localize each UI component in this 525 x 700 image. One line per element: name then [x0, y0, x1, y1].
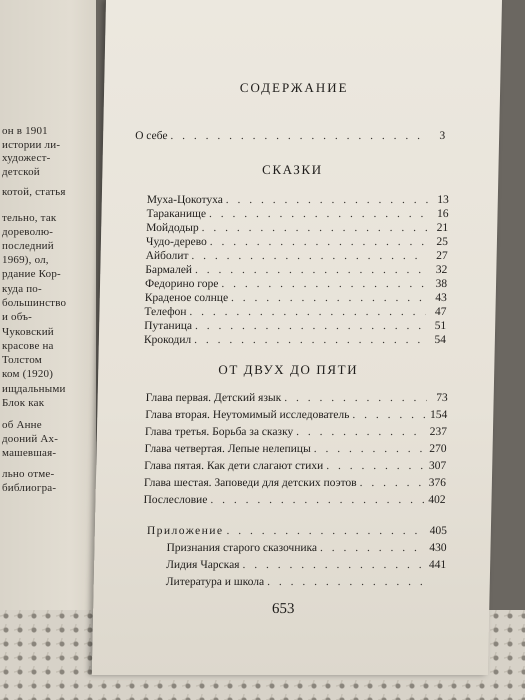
toc-row [144, 476, 446, 490]
toc-row [145, 263, 447, 277]
toc-label: Глава первая. Детский язык [145, 392, 282, 404]
toc-row [147, 193, 449, 207]
toc-label: Литература и школа [165, 576, 265, 588]
toc-row [144, 459, 446, 473]
toc-row [166, 575, 446, 589]
left-page-text: библиогра- [2, 482, 57, 494]
page-number: 653 [271, 601, 295, 617]
section-heading: ОТ ДВУХ ДО ПЯТИ [218, 362, 359, 377]
leader-dots [320, 541, 426, 555]
left-page-text: тельно, так [2, 212, 57, 224]
leader-dots [226, 193, 428, 207]
toc-page: 27 [436, 250, 448, 262]
toc-page: 13 [437, 194, 449, 206]
toc-row [144, 333, 446, 347]
leader-dots [231, 291, 426, 305]
left-page-text: Толстом [2, 354, 42, 366]
toc-page: 405 [429, 525, 448, 537]
leader-dots [326, 459, 425, 473]
toc-label: Федорино горе [144, 278, 219, 290]
page-title: СОДЕРЖАНИЕ [239, 80, 349, 95]
toc-page: 237 [429, 426, 448, 438]
toc-page: 32 [435, 264, 448, 276]
leader-dots [226, 524, 426, 538]
toc-label: Краденое солнце [144, 292, 229, 304]
left-page-text: об Анне [2, 419, 42, 431]
toc-label: Путаница [144, 320, 193, 332]
left-page-text: красове на [2, 340, 54, 352]
left-page-text: последний [2, 240, 54, 252]
toc-label: Глава вторая. Неутомимый исследователь [145, 409, 350, 421]
toc-row [143, 493, 445, 507]
toc-row [144, 305, 446, 319]
toc-label: Мойдодыр [146, 222, 199, 234]
leader-dots [189, 305, 425, 319]
toc-label: Бармалей [145, 264, 193, 276]
toc-page: 16 [436, 208, 449, 220]
leader-dots [170, 129, 424, 143]
leader-dots [284, 391, 427, 405]
left-page-text: рдание Кор- [2, 268, 61, 280]
section-heading: Приложение [146, 525, 224, 537]
toc-row [145, 277, 447, 291]
toc-page: 441 [428, 559, 447, 571]
toc-page: 154 [429, 409, 448, 421]
toc-label: Лидия Чарская [166, 559, 240, 571]
left-page-text: художест- [2, 152, 51, 164]
toc-page: 430 [429, 542, 447, 554]
leader-dots [194, 333, 425, 347]
toc-row [135, 129, 445, 143]
toc-label: Глава пятая. Как дети слагают стихи [144, 460, 324, 472]
toc-page: 3 [439, 130, 446, 142]
toc-label: Глава четвертая. Лепые нелепицы [144, 443, 311, 455]
toc-label: Глава шестая. Заповеди для детских поэтов [143, 477, 357, 489]
left-page-text: куда по- [2, 283, 42, 295]
leader-dots [296, 425, 426, 439]
toc-row [166, 558, 446, 572]
toc-row [144, 442, 446, 456]
toc-label: Чудо-дерево [145, 236, 207, 248]
leader-dots [242, 558, 425, 572]
left-page-text: дореволю- [2, 226, 54, 238]
left-page-text: Блок как [2, 397, 45, 409]
leader-dots [267, 575, 425, 589]
leader-dots [202, 221, 428, 235]
left-page-text: машевшая- [2, 447, 57, 459]
toc-label: Телефон [144, 306, 187, 318]
toc-page: 43 [435, 292, 447, 304]
toc-row [144, 319, 446, 333]
toc-page: 21 [436, 222, 449, 234]
toc-label: Айболит [145, 250, 189, 262]
section-heading: СКАЗКИ [261, 162, 323, 177]
toc-page: 25 [436, 236, 449, 248]
left-page-text: большинство [2, 297, 67, 309]
toc-row [145, 291, 447, 305]
toc-label: О себе [135, 130, 168, 142]
toc-label: Глава третья. Борьба за сказку [144, 426, 294, 438]
leader-dots [210, 235, 427, 249]
leader-dots [352, 408, 426, 422]
toc-row [146, 235, 448, 249]
toc-label: Муха-Цокотуха [146, 194, 223, 206]
toc-row [146, 207, 448, 221]
toc-page: 54 [434, 334, 447, 346]
toc-page: 51 [434, 320, 447, 332]
leader-dots [359, 476, 425, 490]
leader-dots [210, 493, 424, 507]
toc-row [146, 221, 448, 235]
left-page-text: и объ- [2, 311, 33, 323]
toc-page: 270 [429, 443, 447, 455]
toc-row [146, 391, 448, 405]
left-page-text: котой, статья [2, 186, 66, 198]
leader-dots [221, 277, 426, 291]
left-page-text: 1969), ол, [2, 254, 49, 266]
left-page-text: льно отме- [2, 468, 55, 480]
toc-row [145, 249, 447, 263]
leader-dots [195, 319, 425, 333]
left-page-text: Чуковский [2, 326, 54, 338]
toc-row [166, 541, 446, 555]
left-page-text: ищдальными [2, 383, 66, 395]
toc-row [145, 425, 447, 439]
left-page-text: детской [2, 166, 40, 178]
contents-page [92, 0, 502, 675]
leader-dots [209, 207, 428, 221]
left-page-text: он в 1901 [2, 125, 48, 137]
leader-dots [195, 263, 427, 277]
toc-label: Послесловие [143, 494, 208, 506]
toc-label: Крокодил [143, 334, 192, 346]
toc-page: 47 [434, 306, 447, 318]
left-page-text: дооний Ах- [2, 433, 59, 445]
toc-row [145, 408, 447, 422]
toc-page: 73 [436, 392, 448, 404]
toc-label: Тараканище [146, 208, 207, 220]
toc-label: Признания старого сказочника [166, 542, 318, 554]
toc-page: 307 [428, 460, 447, 472]
left-page-text: истории ли- [2, 139, 61, 151]
toc-page: 38 [435, 278, 448, 290]
toc-row-appendix [147, 524, 447, 538]
toc-page: 402 [428, 494, 446, 506]
leader-dots [314, 442, 426, 456]
leader-dots [191, 249, 426, 263]
left-page-text: ком (1920) [2, 368, 54, 380]
toc-page: 376 [428, 477, 447, 489]
